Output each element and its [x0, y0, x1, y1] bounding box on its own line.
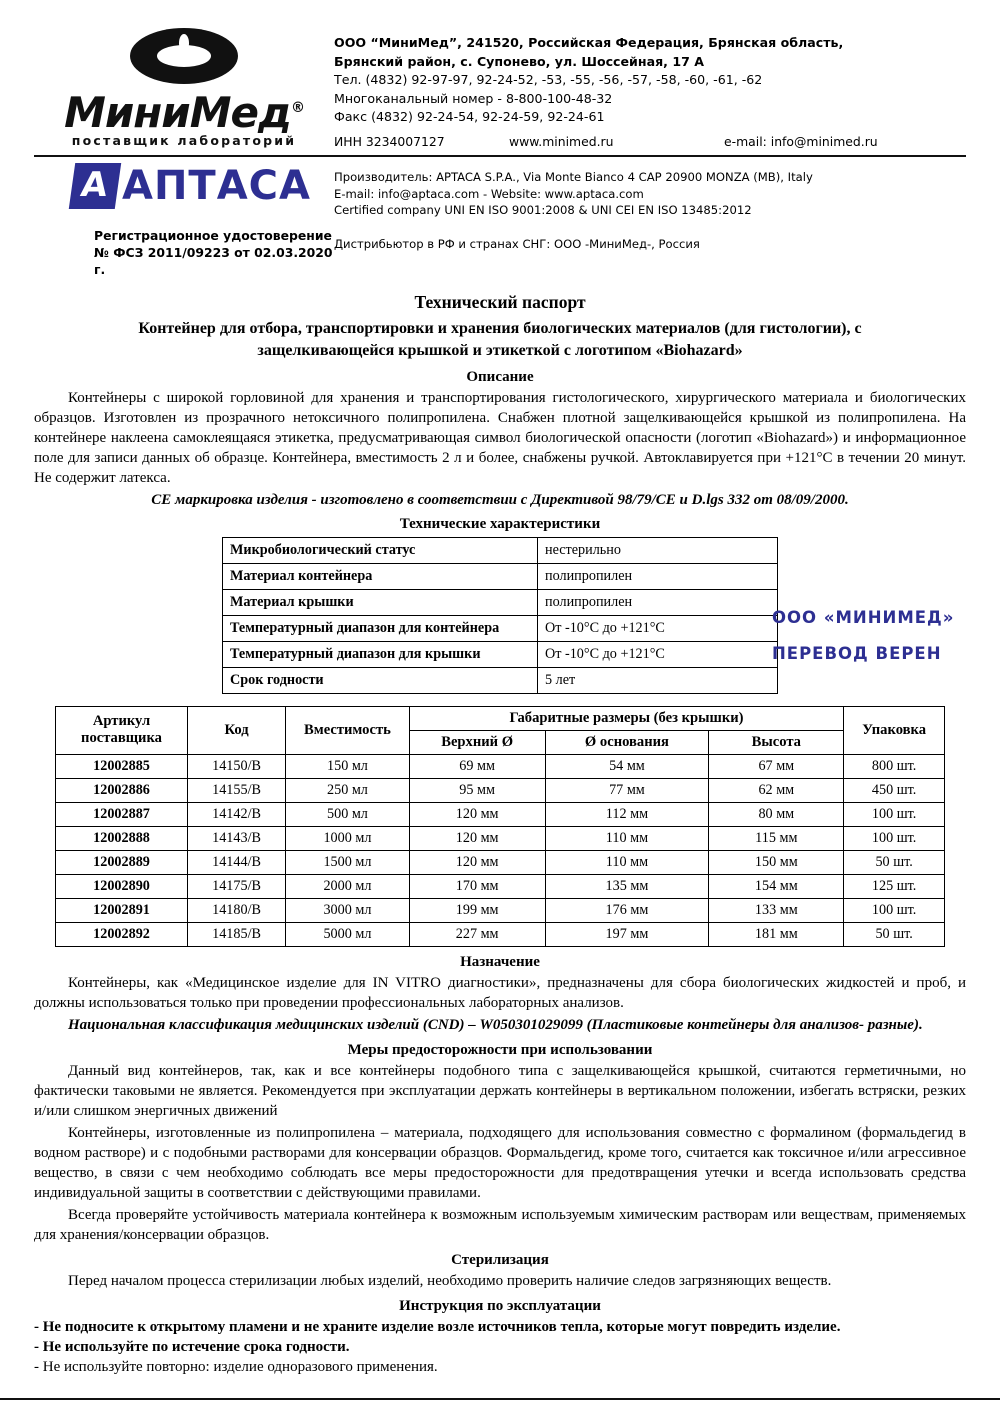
characteristic-value: полипропилен [538, 589, 778, 615]
cell-article: 12002887 [56, 802, 188, 826]
table-row [56, 850, 945, 874]
cell-height: 133 мм [709, 898, 844, 922]
cell-capacity: 150 мл [286, 754, 410, 778]
precautions-paragraph-3: Всегда проверяйте устойчивость материала контейнера к возможным используемым химическим растворам или веществам, применяемых для хранения/консервации образцов. [34, 1206, 966, 1243]
table-row [56, 922, 945, 946]
characteristics-heading: Технические характеристики [399, 515, 601, 532]
cell-height: 62 мм [709, 778, 844, 802]
cell-height: 67 мм [709, 754, 844, 778]
characteristic-key: Температурный диапазон для крышки [223, 641, 538, 667]
characteristic-key: Срок годности [223, 667, 538, 693]
cnd-classification-line: Национальная классификация медицинских изделий (CND) – W050301029099 (Пластиковые контейнеры для анализов- разные). [68, 1016, 923, 1033]
characteristic-value: 5 лет [538, 667, 778, 693]
minimed-logo [34, 22, 334, 148]
header-base-diameter: Ø основания [545, 730, 709, 754]
cell-article: 12002890 [56, 874, 188, 898]
cell-code: 14175/В [188, 874, 286, 898]
characteristic-value: нестерильно [538, 537, 778, 563]
purpose-heading: Назначение [460, 953, 540, 970]
cell-base-diameter: 197 мм [545, 922, 709, 946]
cell-base-diameter: 135 мм [545, 874, 709, 898]
cell-article: 12002885 [56, 754, 188, 778]
manufacturer-line1: Производитель: APTACA S.P.A., Via Monte Bianco 4 CAP 20900 MONZA (MB), Italy [334, 170, 813, 184]
characteristic-key: Температурный диапазон для контейнера [223, 615, 538, 641]
cell-article: 12002889 [56, 850, 188, 874]
manufacturer-info [334, 163, 966, 219]
characteristic-value: полипропилен [538, 563, 778, 589]
cell-pack: 450 шт. [844, 778, 945, 802]
cell-capacity: 500 мл [286, 802, 410, 826]
header-height: Высота [709, 730, 844, 754]
company-email: e-mail: info@minimed.ru [724, 133, 878, 149]
header-pack: Упаковка [844, 706, 945, 754]
cell-pack: 50 шт. [844, 922, 945, 946]
company-address-line2: Брянский район, с. Супонево, ул. Шоссейная, 17 А [334, 53, 704, 69]
characteristic-key: Материал крышки [223, 589, 538, 615]
ce-marking-line: СЕ маркировка изделия - изготовлено в соответствии с Директивой 98/79/СЕ и D.lgs 332 от 08/09/2000. [151, 491, 849, 508]
company-address-line1: ООО “МиниМед”, 241520, Российская Федерация, Брянская область, [334, 35, 844, 50]
cell-top-diameter: 199 мм [409, 898, 545, 922]
cell-base-diameter: 54 мм [545, 754, 709, 778]
cell-top-diameter: 227 мм [409, 922, 545, 946]
cell-base-diameter: 110 мм [545, 826, 709, 850]
cell-code: 14185/В [188, 922, 286, 946]
cell-top-diameter: 120 мм [409, 850, 545, 874]
table-row [56, 874, 945, 898]
table-row [223, 589, 778, 615]
manufacturer-row [34, 163, 966, 219]
precautions-paragraph-1: Данный вид контейнеров, так, как и все контейнеры подобного типа с защелкивающейся крышкой, считаются герметичными, но фактически таковыми не является. Рекомендуется при эксплуатации держать контейнеры в вертикальном положении, избегать встряски, резких и/или слишком энергичных движений [34, 1062, 966, 1119]
table-row [56, 754, 945, 778]
header-dimensions: Габаритные размеры (без крышки) [409, 706, 843, 730]
cell-height: 181 мм [709, 922, 844, 946]
distributor-line: Дистрибьютор в РФ и странах СНГ: ООО -МиниМед-, Россия [334, 236, 700, 251]
cell-capacity: 3000 мл [286, 898, 410, 922]
flame-oval-icon [130, 28, 238, 84]
translation-stamp [772, 600, 954, 672]
table-row [56, 826, 945, 850]
cell-base-diameter: 110 мм [545, 850, 709, 874]
header-code: Код [188, 706, 286, 754]
cell-height: 115 мм [709, 826, 844, 850]
company-website: www.minimed.ru [509, 133, 614, 149]
cell-capacity: 2000 мл [286, 874, 410, 898]
characteristic-value: От -10°С до +121°С [538, 641, 778, 667]
inn-site-email-row [334, 133, 966, 152]
subtitle-line-2: защелкивающейся крышкой и этикеткой с логотипом «Biohazard» [257, 341, 743, 359]
aptaca-logo-text: АПТАСА [122, 163, 311, 209]
characteristics-table [222, 537, 778, 694]
registered-mark-icon: ® [290, 100, 304, 116]
table-row [223, 563, 778, 589]
table-row [56, 802, 945, 826]
aptaca-logo [34, 163, 334, 209]
cell-height: 154 мм [709, 874, 844, 898]
table-row [223, 537, 778, 563]
table-row [223, 667, 778, 693]
cell-code: 14155/В [188, 778, 286, 802]
aptaca-mark-icon [69, 163, 121, 209]
header-top-diameter: Верхний Ø [409, 730, 545, 754]
cell-base-diameter: 77 мм [545, 778, 709, 802]
cell-pack: 125 шт. [844, 874, 945, 898]
cell-article: 12002886 [56, 778, 188, 802]
company-inn: ИНН 3234007127 [334, 133, 445, 149]
cell-article: 12002892 [56, 922, 188, 946]
instruction-item: - Не используйте по истечение срока годности. [34, 1338, 350, 1355]
cell-base-diameter: 176 мм [545, 898, 709, 922]
header-article: Артикул поставщика [56, 706, 188, 754]
letterhead [34, 22, 966, 151]
cell-base-diameter: 112 мм [545, 802, 709, 826]
cell-capacity: 1000 мл [286, 826, 410, 850]
cell-capacity: 5000 мл [286, 922, 410, 946]
registration-line2: № ФСЗ 2011/09223 от 02.03.2020 г. [94, 244, 333, 277]
description-text: Контейнеры с широкой горловиной для хранения и транспортирования гистологического, хирургического материала и биологических образцов. Изготовлен из прозрачного нетоксичного полипропилена. Снабжен плотной защелкивающейся крышкой из полипропилена. На контейнере наклеена самоклеящаяся этикетка, предусматривающая символ биологической опасности (логотип «Biohazard») и информационное поле для записи данных об образце. Контейнера, вместимость 2 л и более, снабжены ручкой. Автоклавируется при +121°С в течении 20 минут. Не содержит латекса. [34, 389, 966, 486]
document-subtitle [34, 318, 966, 362]
cell-top-diameter: 120 мм [409, 802, 545, 826]
precautions-heading: Меры предосторожности при использовании [347, 1041, 653, 1058]
cell-pack: 100 шт. [844, 826, 945, 850]
specifications-table [55, 706, 945, 947]
stamp-line-1: ООО «МИНИМЕД» [772, 608, 955, 627]
cell-top-diameter: 120 мм [409, 826, 545, 850]
cell-top-diameter: 95 мм [409, 778, 545, 802]
registration-certificate [34, 227, 334, 278]
sterilization-text: Перед началом процесса стерилизации любых изделий, необходимо проверить наличие следов загрязняющих веществ. [68, 1272, 832, 1289]
subtitle-line-1: Контейнер для отбора, транспортировки и хранения биологических материалов (для гистологии), с [138, 319, 862, 337]
manufacturer-line3: Certified company UNI EN ISO 9001:2008 & UNI CEI EN ISO 13485:2012 [334, 203, 752, 217]
table-row [223, 615, 778, 641]
minimed-logo-text [64, 86, 304, 135]
header-divider [34, 155, 966, 157]
stamp-line-2: ПЕРЕВОД ВЕРЕН [772, 644, 942, 663]
cell-top-diameter: 69 мм [409, 754, 545, 778]
cell-code: 14150/В [188, 754, 286, 778]
instructions-list [34, 1317, 966, 1377]
cell-pack: 100 шт. [844, 802, 945, 826]
contact-info [334, 22, 966, 151]
cell-pack: 800 шт. [844, 754, 945, 778]
cell-pack: 100 шт. [844, 898, 945, 922]
cell-code: 14144/В [188, 850, 286, 874]
sterilization-heading: Стерилизация [451, 1251, 549, 1268]
instruction-item: - Не используйте повторно: изделие одноразового применения. [34, 1358, 438, 1375]
instructions-heading: Инструкция по эксплуатации [399, 1297, 601, 1314]
company-phone: Тел. (4832) 92-97-97, 92-24-52, -53, -55, -56, -57, -58, -60, -61, -62 [334, 72, 763, 87]
characteristic-key: Материал контейнера [223, 563, 538, 589]
registration-line1: Регистрационное удостоверение [94, 227, 332, 243]
table-row [223, 641, 778, 667]
cell-height: 150 мм [709, 850, 844, 874]
minimed-logo-word: МиниМед [64, 88, 291, 137]
table-header-row [56, 706, 945, 730]
registration-row [34, 227, 966, 278]
table-row [56, 898, 945, 922]
cell-pack: 50 шт. [844, 850, 945, 874]
cell-code: 14180/В [188, 898, 286, 922]
page-title: Технический паспорт [414, 291, 586, 312]
characteristic-key: Микробиологический статус [223, 537, 538, 563]
company-fax: Факс (4832) 92-24-54, 92-24-59, 92-24-61 [334, 109, 605, 124]
cell-article: 12002888 [56, 826, 188, 850]
cell-code: 14142/В [188, 802, 286, 826]
footer-divider [0, 1398, 1000, 1400]
cell-article: 12002891 [56, 898, 188, 922]
cell-capacity: 250 мл [286, 778, 410, 802]
characteristic-value: От -10°С до +121°С [538, 615, 778, 641]
cell-height: 80 мм [709, 802, 844, 826]
cell-capacity: 1500 мл [286, 850, 410, 874]
description-heading: Описание [466, 368, 534, 385]
cell-code: 14143/В [188, 826, 286, 850]
instruction-item: - Не подносите к открытому пламени и не храните изделие возле источников тепла, которые могут повредить изделие. [34, 1318, 841, 1335]
precautions-paragraph-2: Контейнеры, изготовленные из полипропилена – материала, подходящего для использования совместно с формалином (формальдегид в водном растворе) и с подобными растворами для консервации образцов. Формальдегид, кроме того, считается как токсичное и/или агрессивное вещество, в связи с чем необходимо соблюдать все меры предосторожности для предотвращения утечки и всегда использовать средства индивидуальной защиты в соответствии с действующими правилами. [34, 1124, 966, 1201]
header-capacity: Вместимость [286, 706, 410, 754]
company-multichannel: Многоканальный номер - 8-800-100-48-32 [334, 90, 613, 106]
table-row [56, 778, 945, 802]
minimed-tagline: поставщик лабораторий [71, 133, 297, 148]
manufacturer-line2: E-mail: info@aptaca.com - Website: www.aptaca.com [334, 186, 644, 201]
purpose-text: Контейнеры, как «Медицинское изделие для IN VITRO диагностики», предназначены для сбора биологических жидкостей и проб, и должны использоваться только при проведении профессиональных лабораторных анализов. [34, 974, 966, 1011]
cell-top-diameter: 170 мм [409, 874, 545, 898]
